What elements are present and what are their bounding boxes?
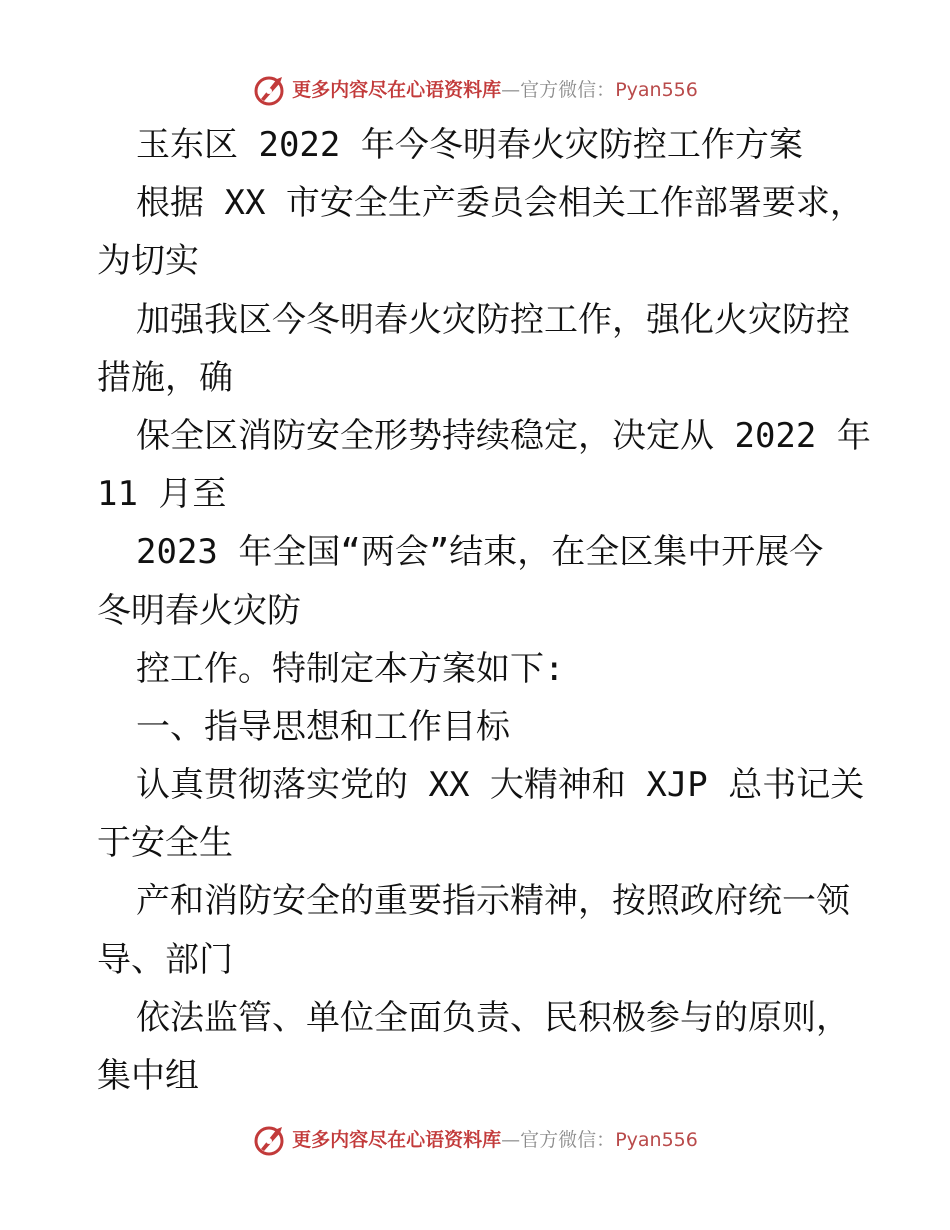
- watermark-dash: —: [501, 78, 521, 101]
- paragraph-line: 加强我区今冬明春火灾防控工作，强化火灾防控: [136, 299, 850, 340]
- document-title: 玉东区 2022 年今冬明春火灾防控工作方案: [136, 125, 803, 165]
- watermark-site-text: 更多内容尽在心语资料库: [292, 78, 502, 101]
- watermark-wechat-id: Pyan556: [615, 1128, 698, 1151]
- paragraph-line: 根据 XX 市安全生产委员会相关工作部署要求，: [136, 183, 864, 224]
- quill-logo-icon: [252, 1122, 288, 1158]
- paragraph-line: 控工作。特制定本方案如下:: [136, 648, 565, 689]
- paragraph-line: 冬明春火灾防: [97, 590, 301, 631]
- watermark-wechat-label: 官方微信：: [520, 1128, 616, 1151]
- paragraph-line: 依法监管、单位全面负责、民积极参与的原则，: [136, 997, 850, 1038]
- paragraph-line: 认真贯彻落实党的 XX 大精神和 XJP 总书记关: [136, 765, 865, 806]
- watermark-site-text: 更多内容尽在心语资料库: [292, 1128, 502, 1151]
- paragraph-line: 导、部门: [97, 939, 233, 980]
- paragraph-line: 11 月至: [97, 474, 227, 515]
- paragraph-line: 为切实: [97, 241, 199, 282]
- paragraph-line: 措施，确: [97, 357, 233, 398]
- quill-logo-icon: [252, 72, 288, 108]
- paragraph-line: 保全区消防安全形势持续稳定，决定从 2022 年: [136, 415, 871, 456]
- paragraph-line: 2023 年全国“两会”结束，在全区集中开展今: [136, 532, 824, 573]
- section-heading: 一、指导思想和工作目标: [136, 706, 510, 747]
- watermark-header: [0, 70, 950, 110]
- paragraph-line: 于安全生: [97, 823, 233, 864]
- paragraph-line: 集中组: [97, 1056, 199, 1096]
- watermark-wechat-label: 官方微信：: [520, 78, 616, 101]
- paragraph-line: 产和消防安全的重要指示精神，按照政府统一领: [136, 881, 850, 922]
- watermark-dash: —: [501, 1128, 521, 1151]
- watermark-wechat-id: Pyan556: [615, 78, 698, 101]
- watermark-footer: [0, 1120, 950, 1160]
- document-body: [0, 116, 950, 1105]
